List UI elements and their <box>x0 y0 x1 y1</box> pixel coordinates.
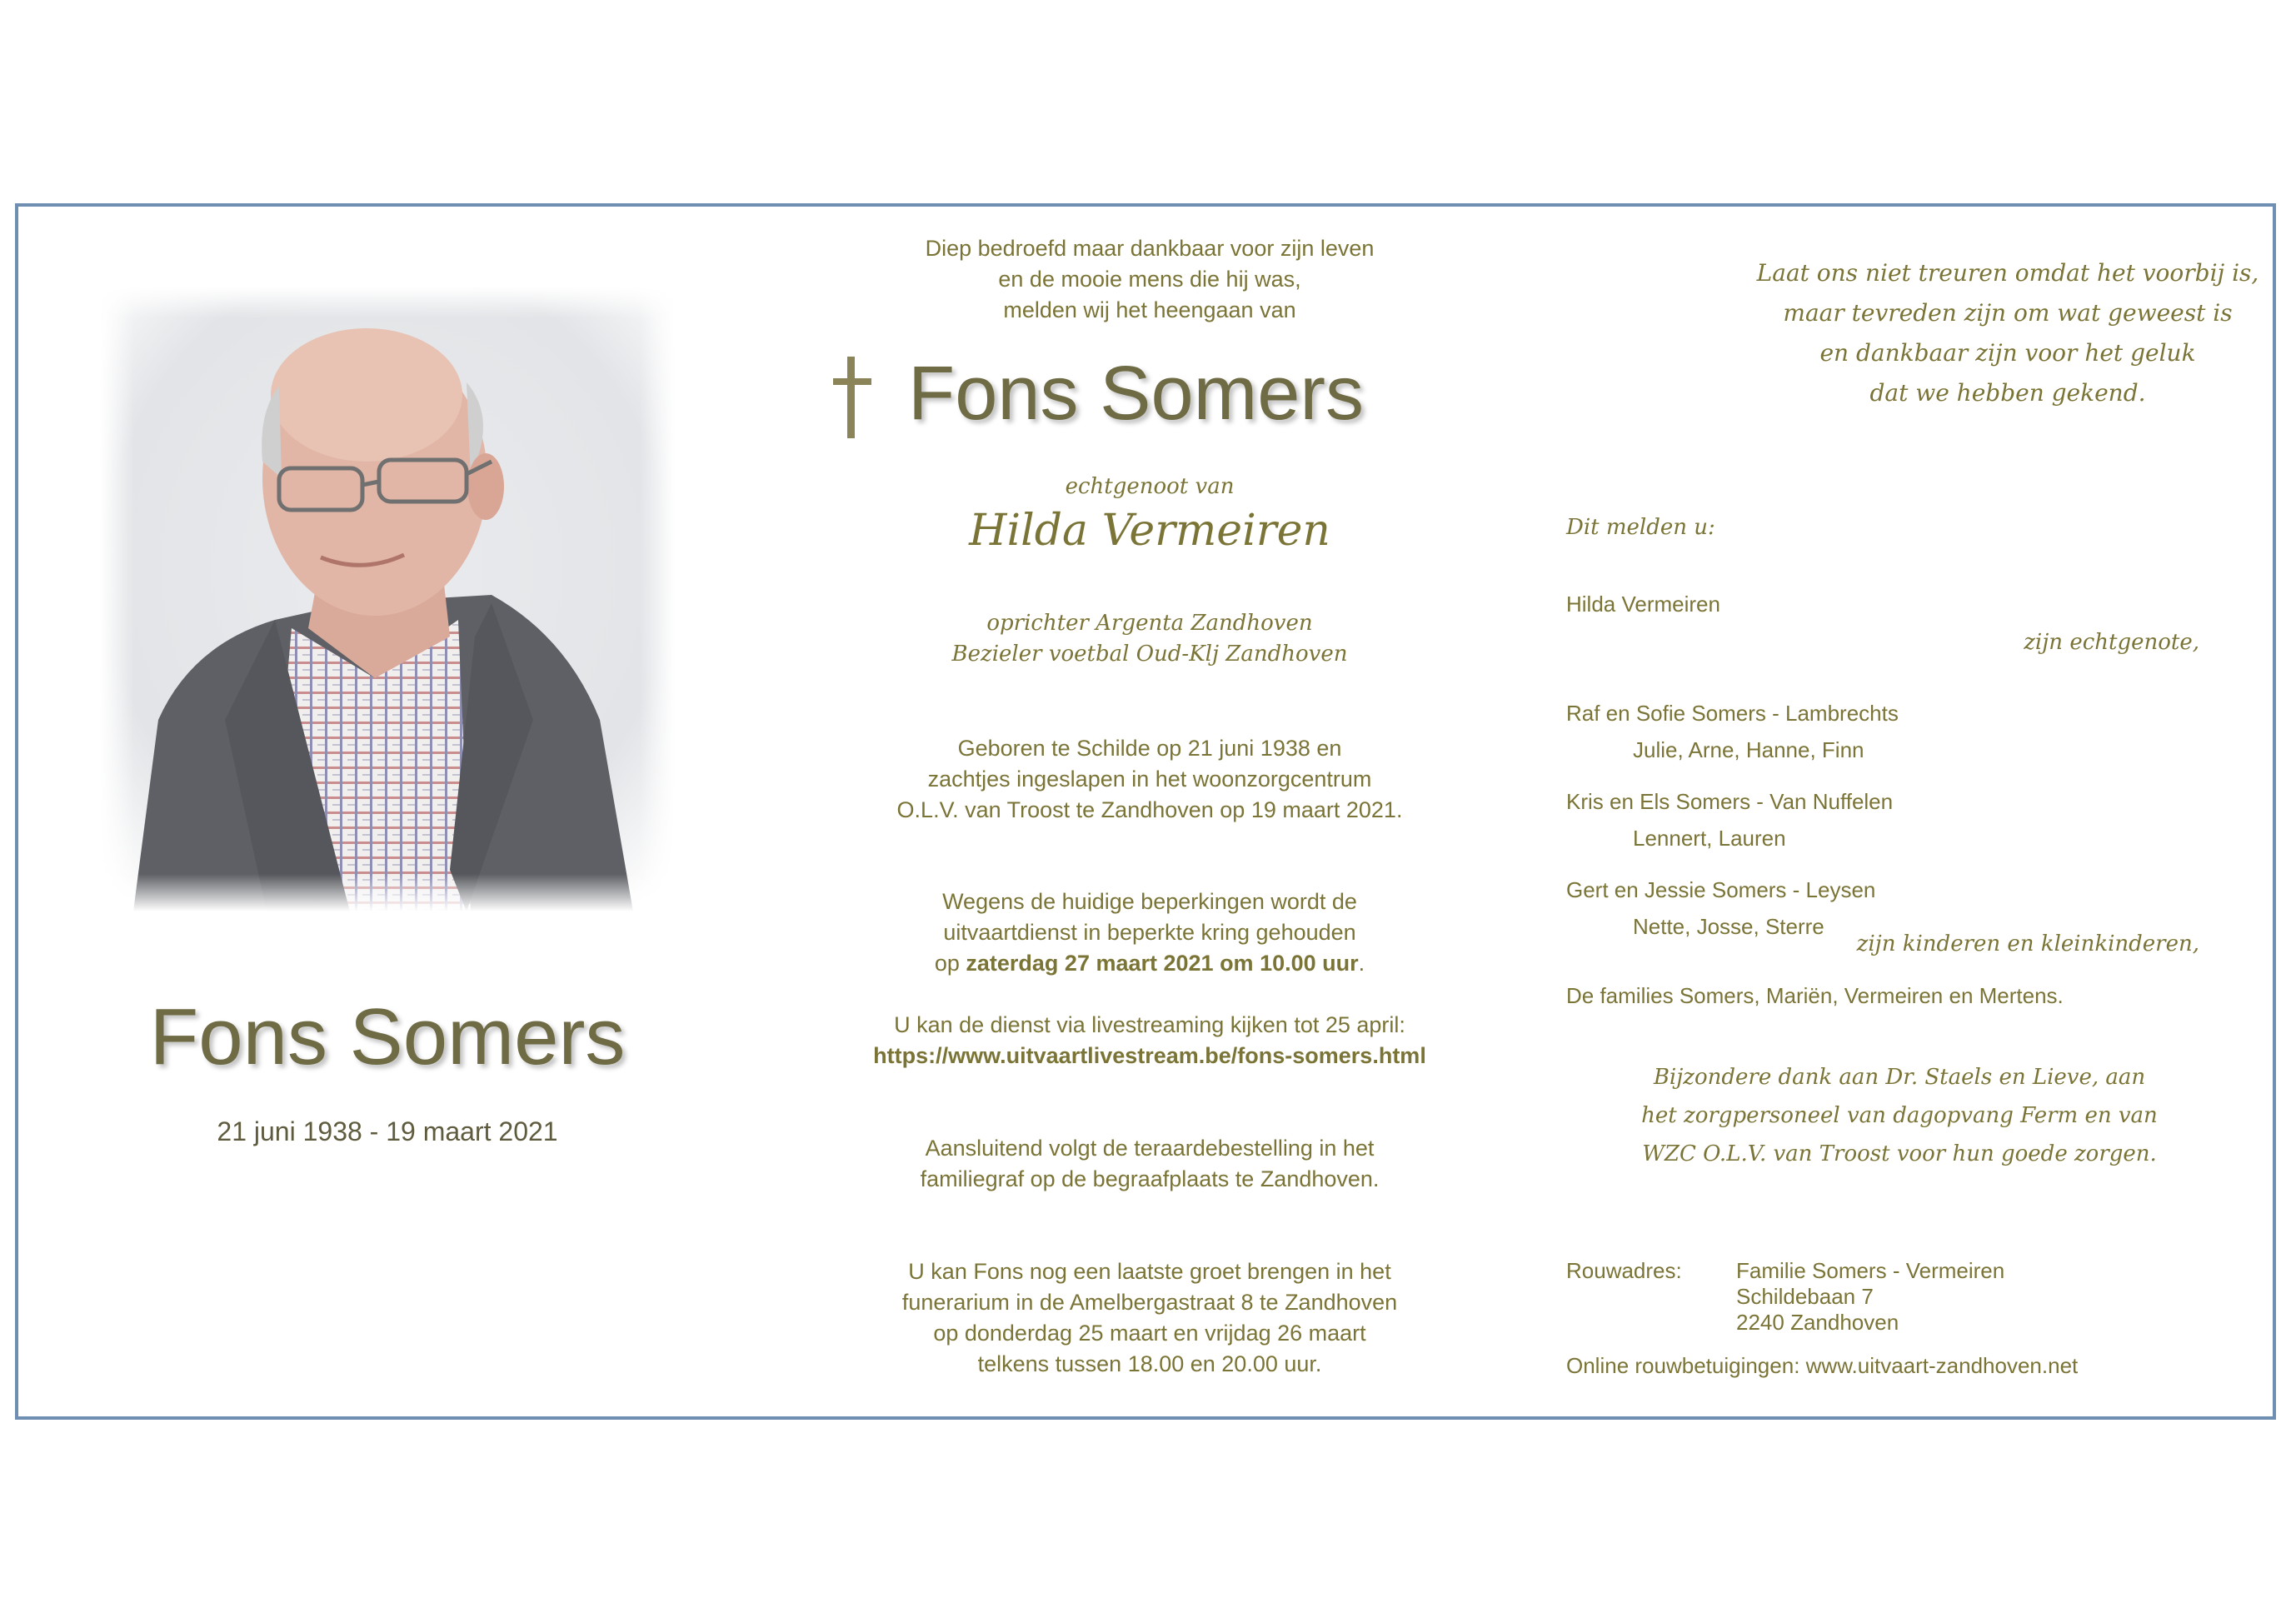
burial-text <box>850 1133 1450 1195</box>
born-line: O.L.V. van Troost te Zandhoven op 19 maart 2021. <box>896 797 1403 822</box>
spouse-label: echtgenoot van <box>1065 474 1235 499</box>
burial-line: familiegraf op de begraafplaats te Zandhoven. <box>920 1166 1380 1191</box>
address-block <box>1736 1258 2004 1336</box>
thanks-line: WZC O.L.V. van Troost voor hun goede zorgen. <box>1642 1141 2157 1166</box>
intro-line: melden wij het heengaan van <box>1003 297 1296 322</box>
family-entry <box>1566 695 2199 768</box>
role-line: oprichter Argenta Zandhoven <box>986 611 1313 636</box>
spouse-name: Hilda Vermeiren <box>969 506 1330 556</box>
roles <box>850 608 1450 670</box>
deceased-name-left: Fons Somers <box>149 992 626 1081</box>
thanks-text <box>1566 1058 2233 1173</box>
thanks-line: het zorgpersoneel van dagopvang Ferm en van <box>1641 1103 2158 1128</box>
announce-label: Dit melden u: <box>1566 515 1715 540</box>
address-line: Schildebaan 7 <box>1736 1284 1874 1309</box>
online-condolences[interactable]: Online rouwbetuigingen: www.uitvaart-zandhoven.net <box>1566 1353 2079 1378</box>
family-parents: Gert en Jessie Somers - Leysen <box>1566 877 1876 902</box>
deceased-name-main: Fons Somers <box>908 351 1365 436</box>
poem-line: en dankbaar zijn voor het geluk <box>1819 339 2196 367</box>
family-entry <box>1566 783 2199 856</box>
family-parents: Raf en Sofie Somers - Lambrechts <box>1566 701 1899 726</box>
service-text <box>850 886 1450 979</box>
family-children: Lennert, Lauren <box>1633 826 1786 851</box>
visit-line: U kan Fons nog een laatste groet brengen in het <box>908 1259 1391 1284</box>
intro-line: Diep bedroefd maar dankbaar voor zijn leven <box>925 236 1375 261</box>
visit-line: telkens tussen 18.00 en 20.00 uur. <box>977 1351 1322 1376</box>
service-line: uitvaartdienst in beperkte kring gehouden <box>943 920 1356 945</box>
address-line: 2240 Zandhoven <box>1736 1310 1899 1335</box>
thanks-line: Bijzondere dank aan Dr. Staels en Lieve, aan <box>1653 1065 2146 1090</box>
intro-text <box>850 233 1450 326</box>
spouse-role: zijn echtgenote, <box>2024 630 2199 655</box>
extended-family: De families Somers, Mariën, Vermeiren en Mertens. <box>1566 983 2064 1008</box>
role-line: Bezieler voetbal Oud-Klj Zandhoven <box>951 642 1348 667</box>
life-dates: 21 juni 1938 - 19 maart 2021 <box>217 1116 558 1146</box>
service-prefix: op <box>934 951 966 976</box>
cross-icon <box>823 350 881 442</box>
poem-line: dat we hebben gekend. <box>1869 379 2146 407</box>
address-label: Rouwadres: <box>1566 1258 1682 1283</box>
birth-death-text <box>850 733 1450 826</box>
address-line: Familie Somers - Vermeiren <box>1736 1258 2005 1283</box>
born-line: zachtjes ingeslapen in het woonzorgcentrum <box>927 767 1372 792</box>
livestream-link[interactable]: https://www.uitvaartlivestream.be/fons-somers.html <box>873 1043 1426 1068</box>
visit-line: op donderdag 25 maart en vrijdag 26 maart <box>933 1321 1366 1346</box>
children-role: zijn kinderen en kleinkinderen, <box>1856 931 2199 956</box>
livestream-text <box>850 1010 1450 1071</box>
portrait-photo <box>100 287 675 911</box>
family-parents: Kris en Els Somers - Van Nuffelen <box>1566 789 1894 814</box>
born-line: Geboren te Schilde op 21 juni 1938 en <box>957 736 1342 761</box>
family-children: Nette, Josse, Sterre <box>1633 914 1824 939</box>
visit-line: funerarium in de Amelbergastraat 8 te Zandhoven <box>901 1290 1398 1315</box>
visit-text <box>850 1256 1450 1380</box>
spouse-entry: Hilda Vermeiren <box>1566 592 1720 617</box>
service-line: Wegens de huidige beperkingen wordt de <box>942 889 1357 914</box>
intro-line: en de mooie mens die hij was, <box>998 267 1301 292</box>
service-line <box>850 948 1450 979</box>
family-children: Julie, Arne, Hanne, Finn <box>1633 737 1864 762</box>
poem-line: Laat ons niet treuren omdat het voorbij is, <box>1756 259 2259 287</box>
poem <box>1733 253 2283 413</box>
burial-line: Aansluitend volgt de teraardebestelling in het <box>925 1136 1375 1161</box>
poem-line: maar tevreden zijn om wat geweest is <box>1783 299 2233 327</box>
service-suffix: . <box>1358 951 1365 976</box>
stream-line: U kan de dienst via livestreaming kijken tot 25 april: <box>894 1012 1405 1037</box>
service-datetime: zaterdag 27 maart 2021 om 10.00 uur <box>966 951 1359 976</box>
